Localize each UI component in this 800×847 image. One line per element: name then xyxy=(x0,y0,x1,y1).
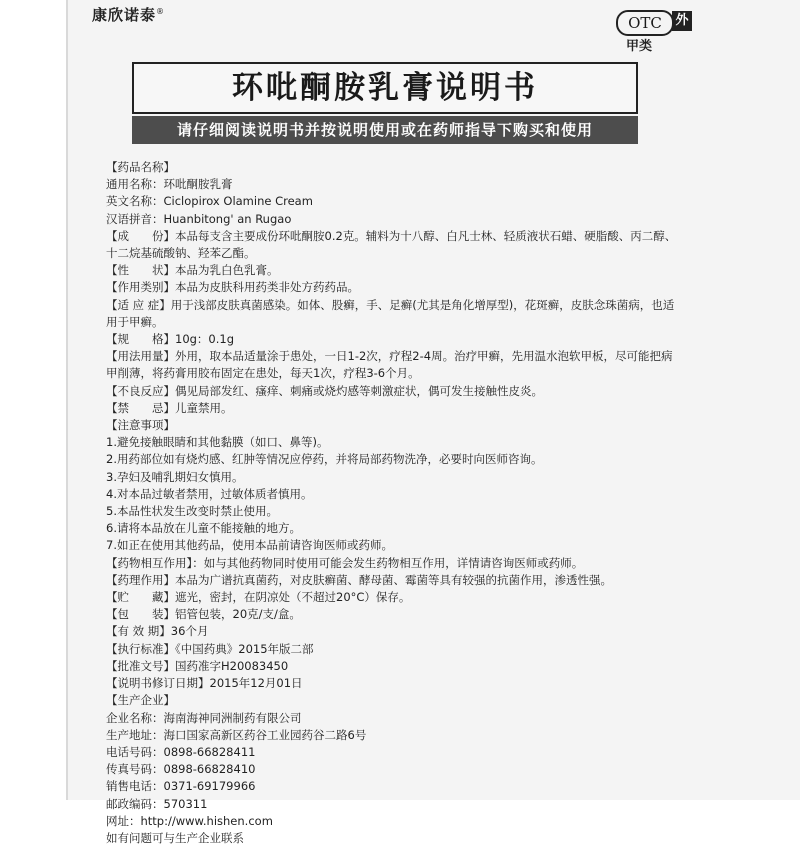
line-precaution-7: 7.如正在使用其他药品，使用本品前请咨询医师或药师。 xyxy=(106,538,393,553)
line-ingredients: 【成 份】本品每支含主要成份环吡酮胺0.2克。辅料为十八醇、白凡士林、轻质液状石蜡、硬脂酸、丙二醇、 xyxy=(106,228,677,243)
line-storage: 【贮 藏】遮光，密封，在阴凉处（不超过20°C）保存。 xyxy=(106,590,411,605)
brand-logo xyxy=(92,4,165,25)
leaflet-content xyxy=(106,159,686,847)
line-postcode: 邮政编码：570311 xyxy=(106,796,208,811)
external-use-badge: 外 xyxy=(672,11,692,31)
line-indications-cont: 用于甲癣。 xyxy=(106,314,164,329)
line-interactions: 【药物相互作用】：如与其他药物同时使用可能会发生药物相互作用，详情请咨询医师或药师。 xyxy=(106,555,584,570)
line-precaution-1: 1.避免接触眼睛和其他黏膜（如口、鼻等)。 xyxy=(106,435,329,450)
line-address: 生产地址：海口国家高新区药谷工业园药谷二路6号 xyxy=(106,727,367,742)
line-package: 【包 装】铝管包装，20克/支/盒。 xyxy=(106,607,301,622)
line-english-name: 英文名称：Ciclopirox Olamine Cream xyxy=(106,194,313,209)
instruction-banner: 请仔细阅读说明书并按说明使用或在药师指导下购买和使用 xyxy=(132,116,638,144)
line-dosage-cont: 甲削薄，将药膏用胶布固定在患处，每天1次，疗程3-6个月。 xyxy=(106,366,420,381)
line-contraindications: 【禁 忌】儿童禁用。 xyxy=(106,400,233,415)
line-category: 【作用类别】本品为皮肤科用药类非处方药药品。 xyxy=(106,280,359,295)
line-pinyin: 汉语拼音：Huanbitong' an Rugao xyxy=(106,211,292,226)
line-manufacturer-heading: 【生产企业】 xyxy=(106,693,175,708)
line-company-name: 企业名称：海南海神同洲制药有限公司 xyxy=(106,710,302,725)
line-approval-number: 【批准文号】国药准字H20083450 xyxy=(106,658,289,673)
line-shelf-life: 【有 效 期】36个月 xyxy=(106,624,209,639)
line-precautions-heading: 【注意事项】 xyxy=(106,418,175,433)
line-pharmacology: 【药理作用】本品为广谱抗真菌药，对皮肤癣菌、酵母菌、霉菌等具有较强的抗菌作用，渗透性强。 xyxy=(106,572,612,587)
line-indications: 【适 应 症】用于浅部皮肤真菌感染。如体、股癣，手、足癣(尤其是角化增厚型)，花斑癣，皮肤念珠菌病，也适 xyxy=(106,297,675,312)
line-appearance: 【性 状】本品为乳白色乳膏。 xyxy=(106,263,279,278)
line-fax: 传真号码：0898-66828410 xyxy=(106,762,256,777)
brand-name: 康欣诺泰 xyxy=(92,6,157,24)
line-website: 网址：http://www.hishen.com xyxy=(106,813,273,828)
line-revision-date: 【说明书修订日期】2015年12月01日 xyxy=(106,676,303,691)
document-title: 环吡酮胺乳膏说明书 xyxy=(132,62,638,114)
line-specification: 【规 格】10g：0.1g xyxy=(106,332,235,347)
line-precaution-3: 3.孕妇及哺乳期妇女慎用。 xyxy=(106,469,244,484)
fold-shadow xyxy=(66,0,68,800)
line-generic-name: 通用名称：环吡酮胺乳膏 xyxy=(106,177,233,192)
line-precaution-6: 6.请将本品放在儿童不能接触的地方。 xyxy=(106,521,301,536)
line-drug-name-heading: 【药品名称】 xyxy=(106,160,175,174)
registered-mark: ® xyxy=(156,7,166,16)
line-contact-note: 如有问题可与生产企业联系 xyxy=(106,830,244,845)
line-precaution-5: 5.本品性状发生改变时禁止使用。 xyxy=(106,504,278,519)
line-sales-phone: 销售电话：0371-69179966 xyxy=(106,779,256,794)
line-dosage: 【用法用量】外用，取本品适量涂于患处，一日1-2次，疗程2-4周。治疗甲癣，先用温水泡软甲板，尽可能把病 xyxy=(106,349,673,364)
otc-category: 甲类 xyxy=(626,39,653,54)
line-precaution-4: 4.对本品过敏者禁用，过敏体质者慎用。 xyxy=(106,486,313,501)
line-adverse-reactions: 【不良反应】偶见局部发红、瘙痒、刺痛或烧灼感等刺激症状，偶可发生接触性皮炎。 xyxy=(106,383,543,398)
line-precaution-2: 2.用药部位如有烧灼感、红肿等情况应停药，并将局部药物洗净，必要时向医师咨询。 xyxy=(106,452,543,467)
line-standard: 【执行标准】《中国药典》2015年版二部 xyxy=(106,641,314,656)
line-ingredients-cont: 十二烷基硫酸钠、羟苯乙酯。 xyxy=(106,246,256,261)
otc-badge: OTC xyxy=(616,10,674,36)
line-phone: 电话号码：0898-66828411 xyxy=(106,744,256,759)
